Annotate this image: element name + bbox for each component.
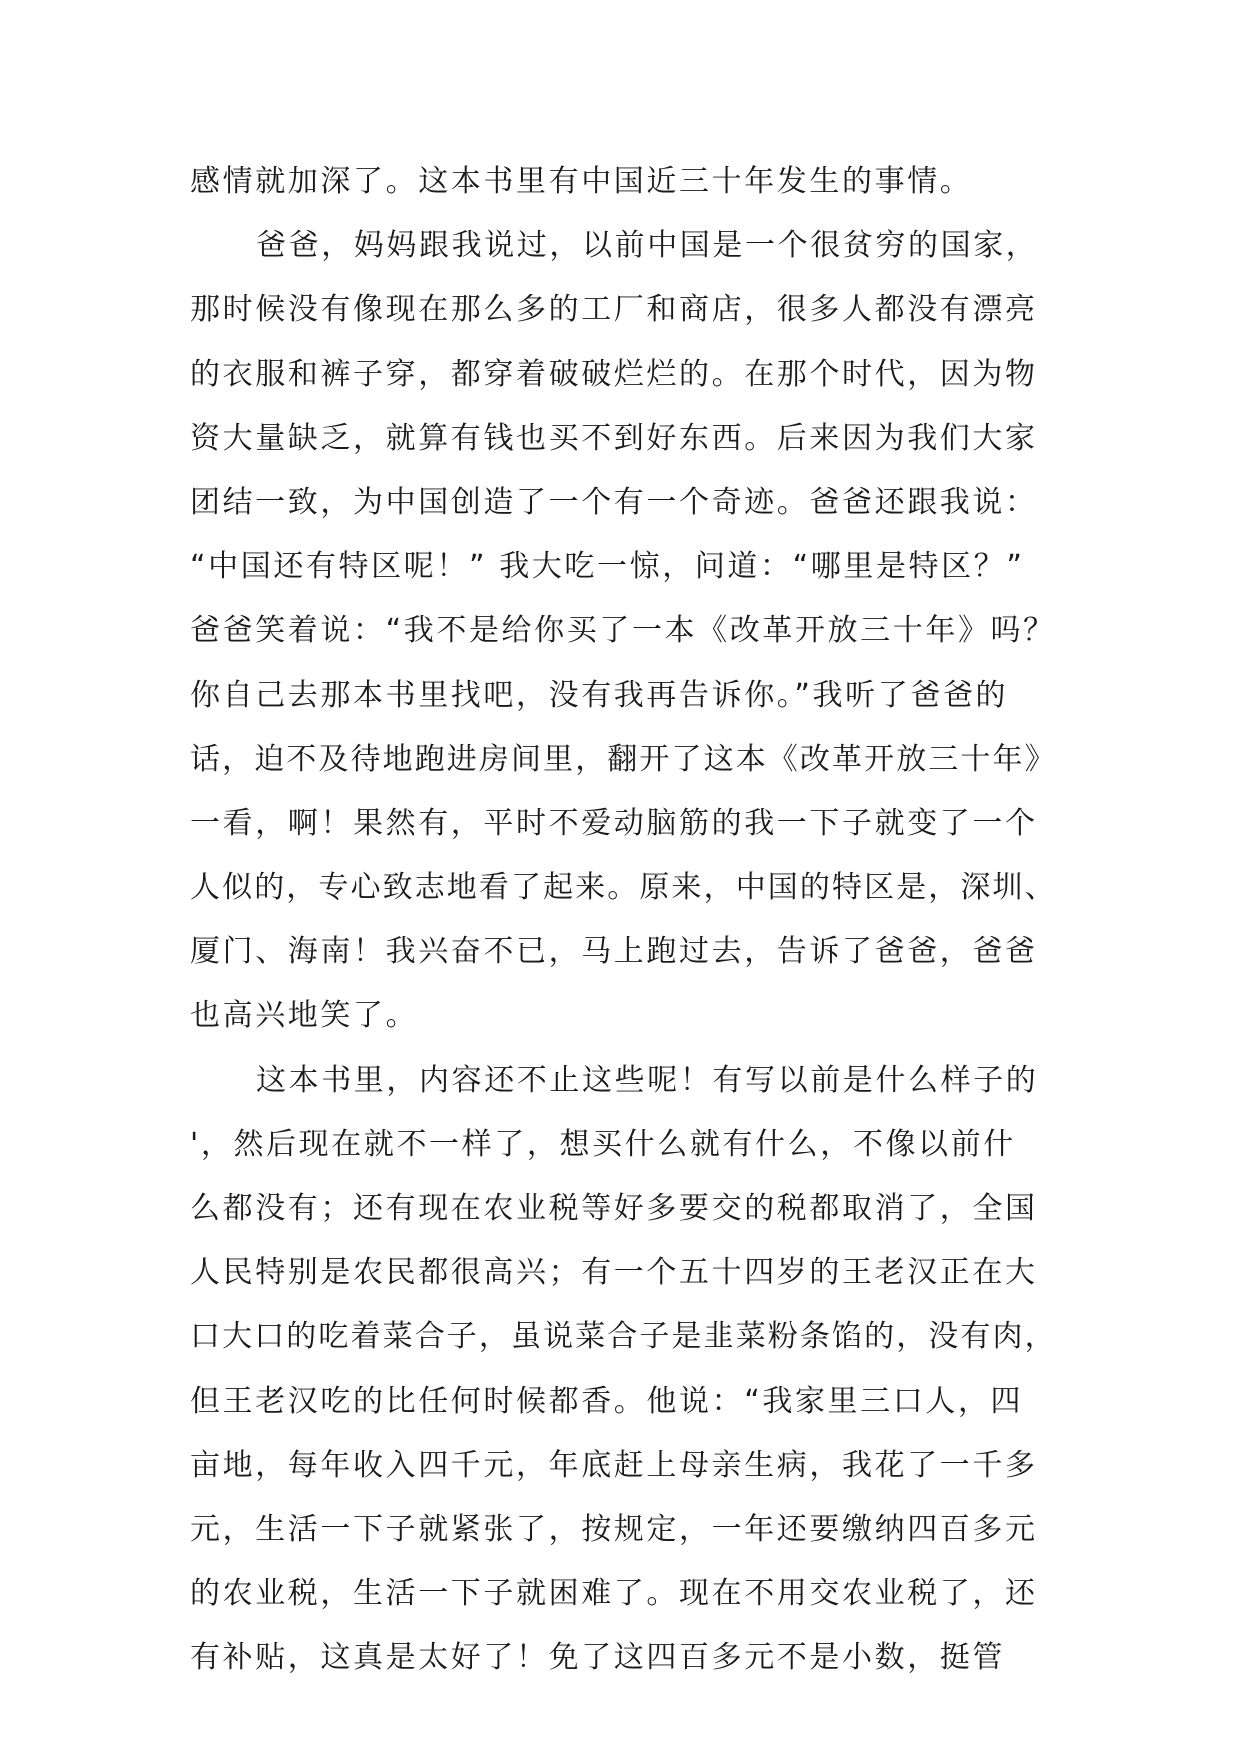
text-line: 你自己去那本书里找吧，没有我再告诉你。”我听了爸爸的 (190, 677, 1009, 713)
text-line: 感情就加深了。这本书里有中国近三十年发生的事情。 (190, 164, 973, 199)
text-line: 人似的，专心致志地看了起来。原来，中国的特区是，深圳、 (190, 870, 1057, 906)
text-line: 口大口的吃着菜合子，虽说菜合子是韭菜粉条馅的，没有肉， (190, 1319, 1057, 1355)
text-line: 爸爸笑着说：“我不是给你买了一本《改革开放三十年》吗？ (190, 613, 1056, 649)
text-line: 这本书里，内容还不止这些呢！有写以前是什么样子的 (256, 1062, 1039, 1098)
text-line: 人民特别是农民都很高兴；有一个五十四岁的王老汉正在大 (190, 1255, 1038, 1291)
text-line: 的农业税，生活一下子就困难了。现在不用交农业税了，还 (190, 1576, 1038, 1612)
text-line: 元，生活一下子就紧张了，按规定，一年还要缴纳四百多元 (190, 1511, 1038, 1547)
text-line: 那时候没有像现在那么多的工厂和商店，很多人都没有漂亮 (190, 292, 1038, 328)
text-line: '，然后现在就不一样了，想买什么就有什么，不像以前什 (190, 1126, 1016, 1162)
text-line: 么都没有；还有现在农业税等好多要交的税都取消了，全国 (190, 1191, 1038, 1226)
text-line: “中国还有特区呢！” 我大吃一惊，问道：“哪里是特区？” (190, 549, 1025, 585)
text-line: 也高兴地笑了。 (190, 998, 419, 1034)
text-line: 爸爸，妈妈跟我说过，以前中国是一个很贫穷的国家， (256, 228, 1039, 264)
text-line: 亩地，每年收入四千元，年底赶上母亲生病，我花了一千多 (190, 1447, 1038, 1483)
text-line: 有补贴，这真是太好了！免了这四百多元不是小数，挺管 (190, 1640, 1005, 1676)
text-line: 厦门、海南！我兴奋不已，马上跑过去，告诉了爸爸，爸爸 (190, 934, 1038, 970)
body-text (190, 150, 1060, 1691)
text-line: 话，迫不及待地跑进房间里，翻开了这本《改革开放三十年》 (190, 741, 1057, 777)
text-line: 一看，啊！果然有，平时不爱动脑筋的我一下子就变了一个 (190, 805, 1038, 841)
text-line: 团结一致，为中国创造了一个有一个奇迹。爸爸还跟我说： (190, 484, 1038, 520)
text-line: 的衣服和裤子穿，都穿着破破烂烂的。在那个时代，因为物 (190, 356, 1038, 392)
text-line: 但王老汉吃的比任何时候都香。他说：“我家里三口人，四 (190, 1383, 1024, 1419)
text-line: 资大量缺乏，就算有钱也买不到好东西。后来因为我们大家 (190, 420, 1038, 456)
